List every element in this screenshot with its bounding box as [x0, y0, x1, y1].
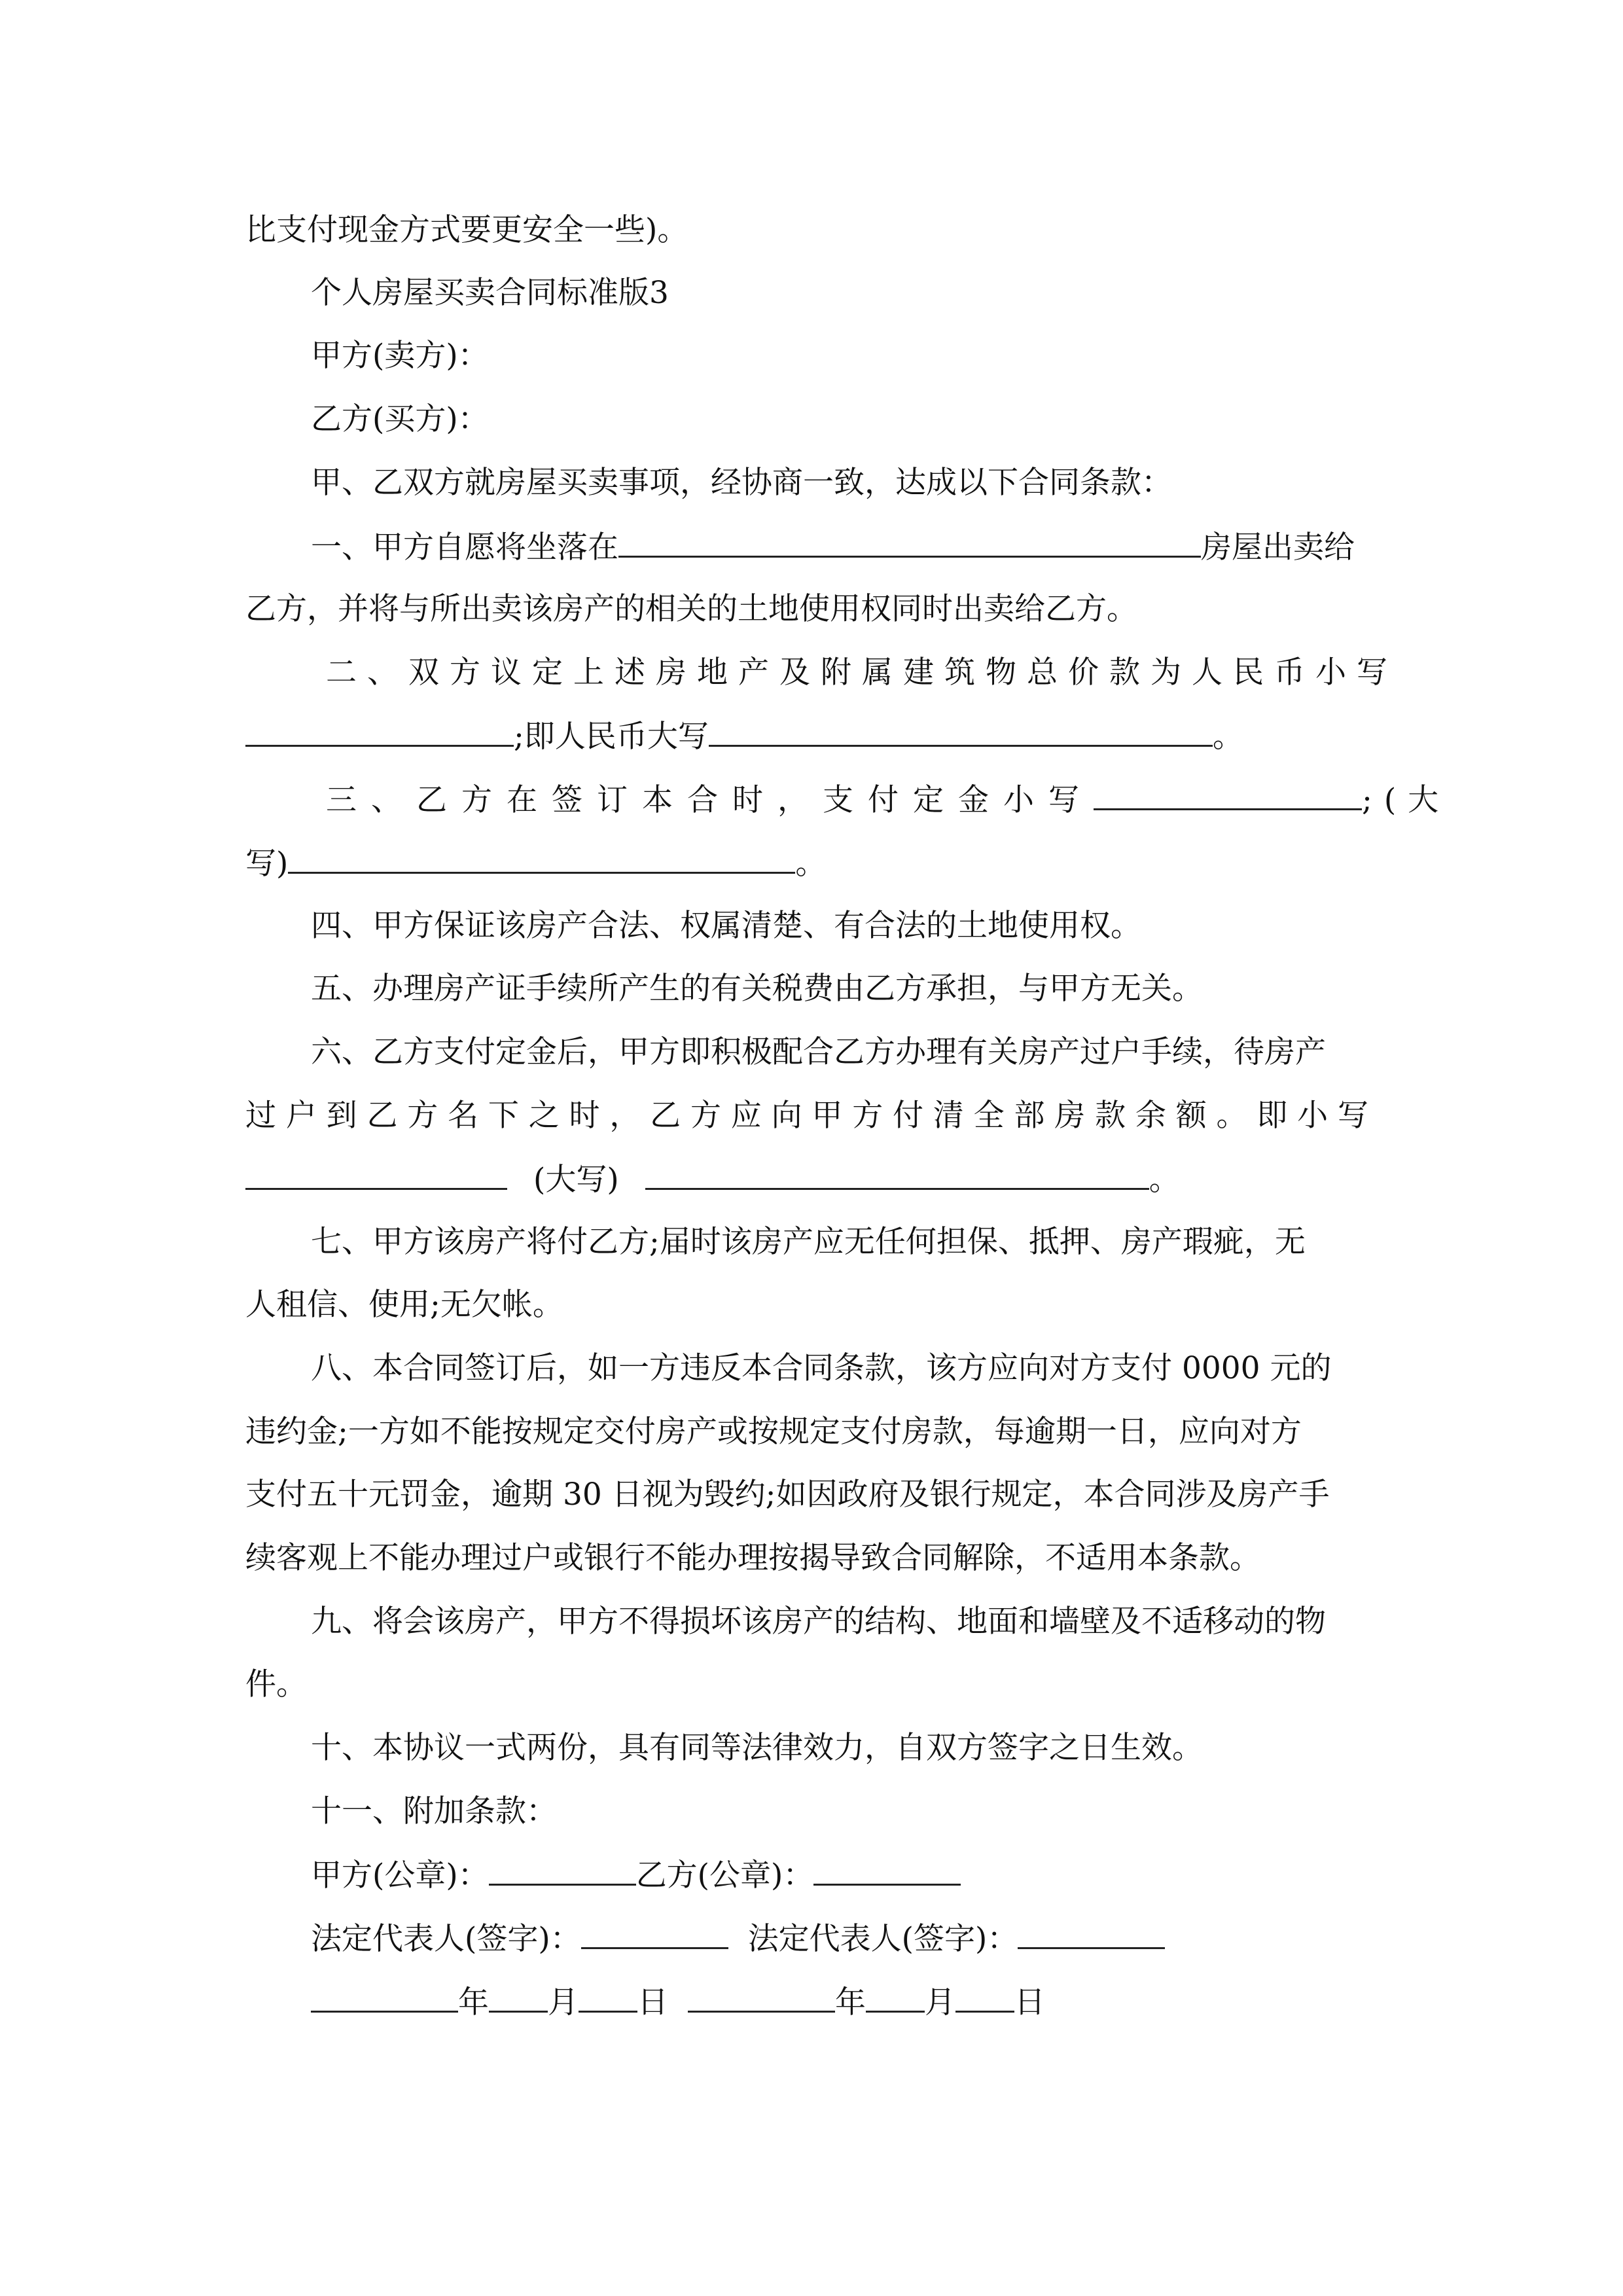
- contract-intro: [311, 463, 1443, 503]
- text: 十、本协议一式两份，具有同等法律效力，自双方签字之日生效。: [311, 1730, 1203, 1766]
- clause-9-line-1: [311, 1602, 1443, 1641]
- clause-7-line-1: [311, 1223, 1443, 1262]
- document-heading: [311, 274, 1443, 313]
- date-line: [311, 1982, 1443, 2022]
- clause-6-line-2: [245, 1096, 1378, 1136]
- party-b-day-blank[interactable]: [955, 1982, 1014, 2013]
- text: 支付五十元罚金，逾期 30 日视为毁约;如因政府及银行规定，本合同涉及房产手: [245, 1477, 1330, 1513]
- text: 八、本合同签订后，如一方违反本合同条款，该方应向对方支付 0000 元的: [311, 1350, 1332, 1386]
- party-a-day-blank[interactable]: [579, 1982, 637, 2013]
- text: 。: [1212, 719, 1243, 755]
- party-a-month-blank[interactable]: [489, 1982, 548, 2013]
- clause-4: [311, 906, 1443, 946]
- party-a-seal-label: 甲方(公章)：: [311, 1857, 489, 1893]
- text: 六、乙方支付定金后，甲方即积极配合乙方办理有关房产过户手续，待房产: [311, 1034, 1326, 1070]
- deposit-uppercase-blank[interactable]: [288, 843, 795, 874]
- balance-lowercase-blank[interactable]: [245, 1159, 507, 1190]
- clause-6-line-1: [311, 1033, 1443, 1072]
- clause-5: [311, 969, 1443, 1009]
- clause-7-line-2: [245, 1285, 1378, 1325]
- paragraph-continuation: [245, 211, 1378, 250]
- month-label: 月: [925, 1984, 955, 2020]
- text: 七、甲方该房产将付乙方;届时该房产应无任何担保、抵押、房产瑕疵，无: [311, 1224, 1306, 1260]
- text: 件。: [245, 1666, 307, 1702]
- clause-8-line-1: [311, 1349, 1443, 1388]
- balance-uppercase-blank[interactable]: [645, 1159, 1149, 1190]
- party-a-year-blank[interactable]: [311, 1982, 458, 2013]
- seal-line: [311, 1855, 1443, 1895]
- clause-9-line-2: [245, 1665, 1378, 1704]
- party-a-label: [311, 336, 1443, 376]
- text: 违约金;一方如不能按规定交付房产或按规定支付房款，每逾期一日，应向对方: [245, 1414, 1302, 1450]
- text: 。: [795, 846, 827, 882]
- clause-3-line-2: [245, 843, 1378, 884]
- clause-8-line-3: [245, 1475, 1378, 1515]
- clause-1-line-1: [311, 527, 1378, 567]
- price-uppercase-blank[interactable]: [709, 716, 1213, 747]
- day-label: 日: [1014, 1984, 1045, 2020]
- text: 甲、乙双方就房屋买卖事项，经协商一致，达成以下合同条款：: [311, 465, 1172, 501]
- clause-10: [311, 1729, 1443, 1768]
- text: 五、办理房产证手续所产生的有关税费由乙方承担，与甲方无关。: [311, 971, 1203, 1007]
- party-b-seal-blank[interactable]: [813, 1855, 961, 1886]
- party-b-label: [311, 400, 1443, 439]
- text: (大写): [533, 1162, 619, 1198]
- text: 人租信、使用;无欠帐。: [245, 1287, 563, 1323]
- clause-8-line-4: [245, 1539, 1378, 1578]
- clause-8-line-2: [245, 1412, 1378, 1452]
- text: 乙方，并将与所出卖该房产的相关的土地使用权同时出卖给乙方。: [245, 591, 1137, 627]
- text: ;即人民币大写: [514, 719, 709, 755]
- text: 四、甲方保证该房产合法、权属清楚、有合法的土地使用权。: [311, 908, 1141, 944]
- text: 。: [1149, 1162, 1180, 1198]
- year-label: 年: [458, 1984, 489, 2020]
- clause-2-line-1: [326, 653, 1398, 692]
- party-b-seal-label: 乙方(公章)：: [635, 1857, 814, 1893]
- text: 房屋出卖给: [1201, 529, 1355, 565]
- clause-1-line-2: [245, 590, 1378, 629]
- year-label: 年: [835, 1984, 866, 2020]
- price-lowercase-blank[interactable]: [245, 716, 514, 747]
- text: 续客观上不能办理过户或银行不能办理按揭导致合同解除，不适用本条款。: [245, 1540, 1260, 1576]
- text: 写): [245, 846, 289, 882]
- day-label: 日: [637, 1984, 668, 2020]
- party-a-rep-blank[interactable]: [581, 1918, 728, 1949]
- representative-line: [311, 1918, 1443, 1959]
- heading-text: 个人房屋买卖合同标准版3: [311, 275, 669, 311]
- text: 三、乙方在签订本合时，支付定金小写: [326, 782, 1094, 818]
- party-b-rep-label: 法定代表人(签字)：: [747, 1921, 1018, 1957]
- text: 比支付现金方式要更安全一些)。: [245, 212, 688, 248]
- party-b-rep-blank[interactable]: [1018, 1918, 1165, 1949]
- party-a-rep-label: 法定代表人(签字)：: [311, 1921, 581, 1957]
- party-b-year-blank[interactable]: [688, 1982, 835, 2013]
- text: 甲方(卖方)：: [311, 338, 489, 374]
- text: 过户到乙方名下之时，乙方应向甲方付清全部房款余额。即小写: [245, 1098, 1378, 1134]
- clause-2-line-2: [245, 716, 1378, 757]
- text: 二、双方议定上述房地产及附属建筑物总价款为人民币小写: [326, 655, 1398, 691]
- text: 乙方(买方)：: [311, 401, 489, 437]
- text: 一、甲方自愿将坐落在: [311, 529, 618, 565]
- location-blank[interactable]: [618, 527, 1201, 558]
- text: ;(大: [1362, 782, 1451, 818]
- month-label: 月: [548, 1984, 579, 2020]
- text: 十一、附加条款：: [311, 1793, 557, 1829]
- clause-3-line-1: [326, 780, 1451, 820]
- text: 九、将会该房产，甲方不得损坏该房产的结构、地面和墙壁及不适移动的物: [311, 1604, 1326, 1640]
- deposit-lowercase-blank[interactable]: [1094, 780, 1362, 810]
- clause-6-line-3: [245, 1159, 1378, 1200]
- clause-11: [311, 1792, 1443, 1831]
- party-b-month-blank[interactable]: [866, 1982, 925, 2013]
- party-a-seal-blank[interactable]: [489, 1855, 636, 1886]
